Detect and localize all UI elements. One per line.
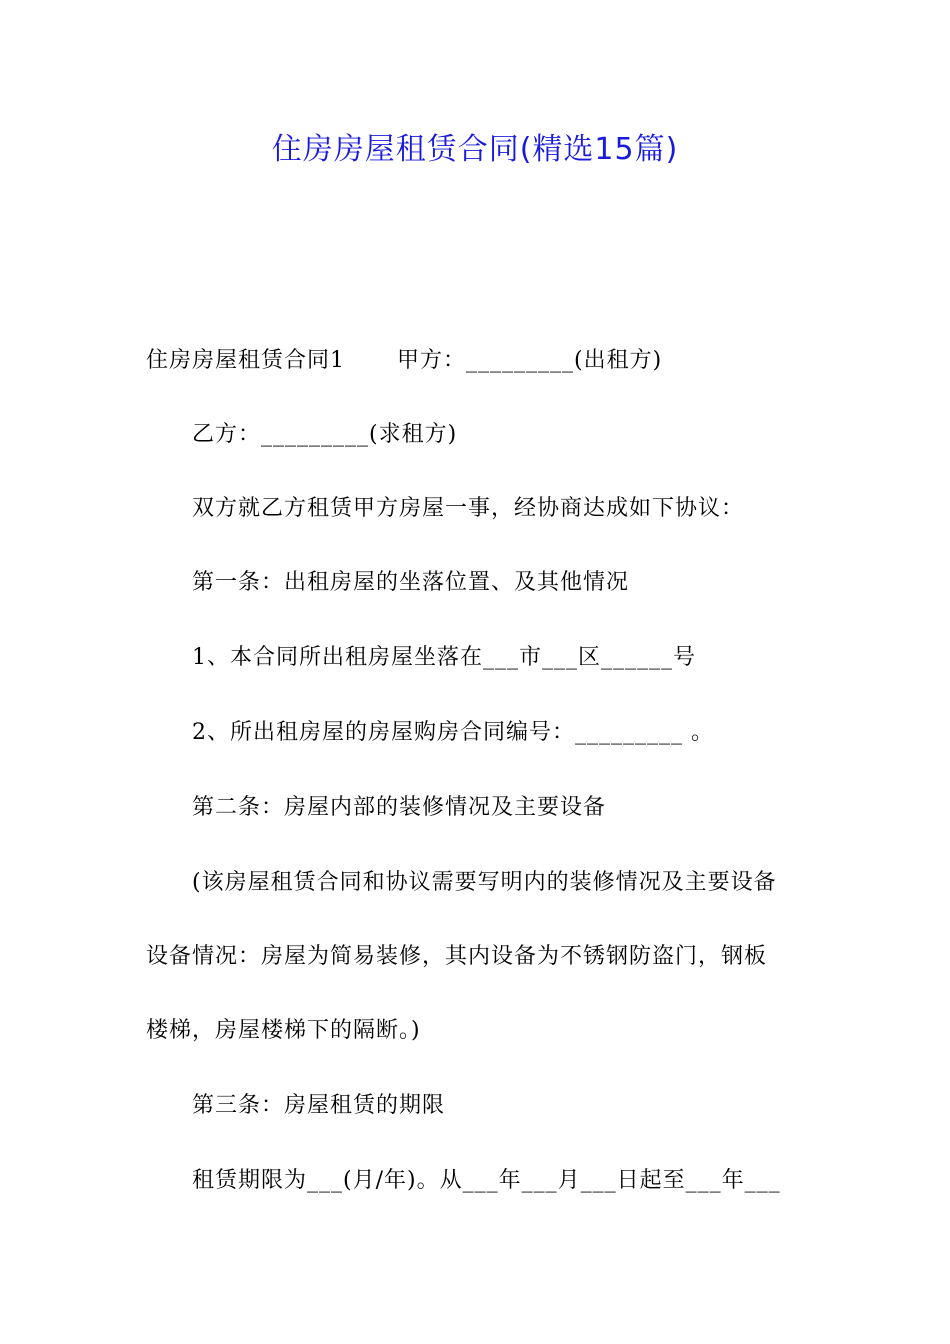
article-2-title: 第二条：房屋内部的装修情况及主要设备	[192, 795, 607, 820]
article-1-item-1: 1、本合同所出租房屋坐落在___市___区______号	[192, 645, 696, 670]
article-3-title: 第三条：房屋租赁的期限	[192, 1093, 446, 1118]
contract-heading: 住房房屋租赁合同1	[146, 348, 345, 373]
article-2-paragraph-3: 楼梯，房屋楼梯下的隔断。)	[146, 1018, 421, 1043]
article-2-paragraph-2: 设备情况：房屋为简易装修，其内设备为不锈钢防盗门，钢板	[146, 944, 768, 969]
party-b-line: 乙方：_________(求租方)	[192, 422, 458, 447]
page-title: 住房房屋租赁合同(精选15篇)	[271, 132, 679, 167]
article-2-paragraph-1: (该房屋租赁合同和协议需要写明内的装修情况及主要设备	[192, 870, 777, 895]
contract-heading-line	[146, 346, 662, 376]
intro-paragraph: 双方就乙方租赁甲方房屋一事，经协商达成如下协议：	[192, 496, 745, 521]
party-a-line: 甲方：_________(出租方)	[397, 348, 663, 373]
article-1-item-2: 2、所出租房屋的房屋购房合同编号：_________ 。	[192, 720, 714, 745]
article-1-title: 第一条：出租房屋的坐落位置、及其他情况	[192, 570, 630, 595]
article-3-paragraph-1: 租赁期限为___(月/年)。从___年___月___日起至___年___	[192, 1168, 781, 1193]
